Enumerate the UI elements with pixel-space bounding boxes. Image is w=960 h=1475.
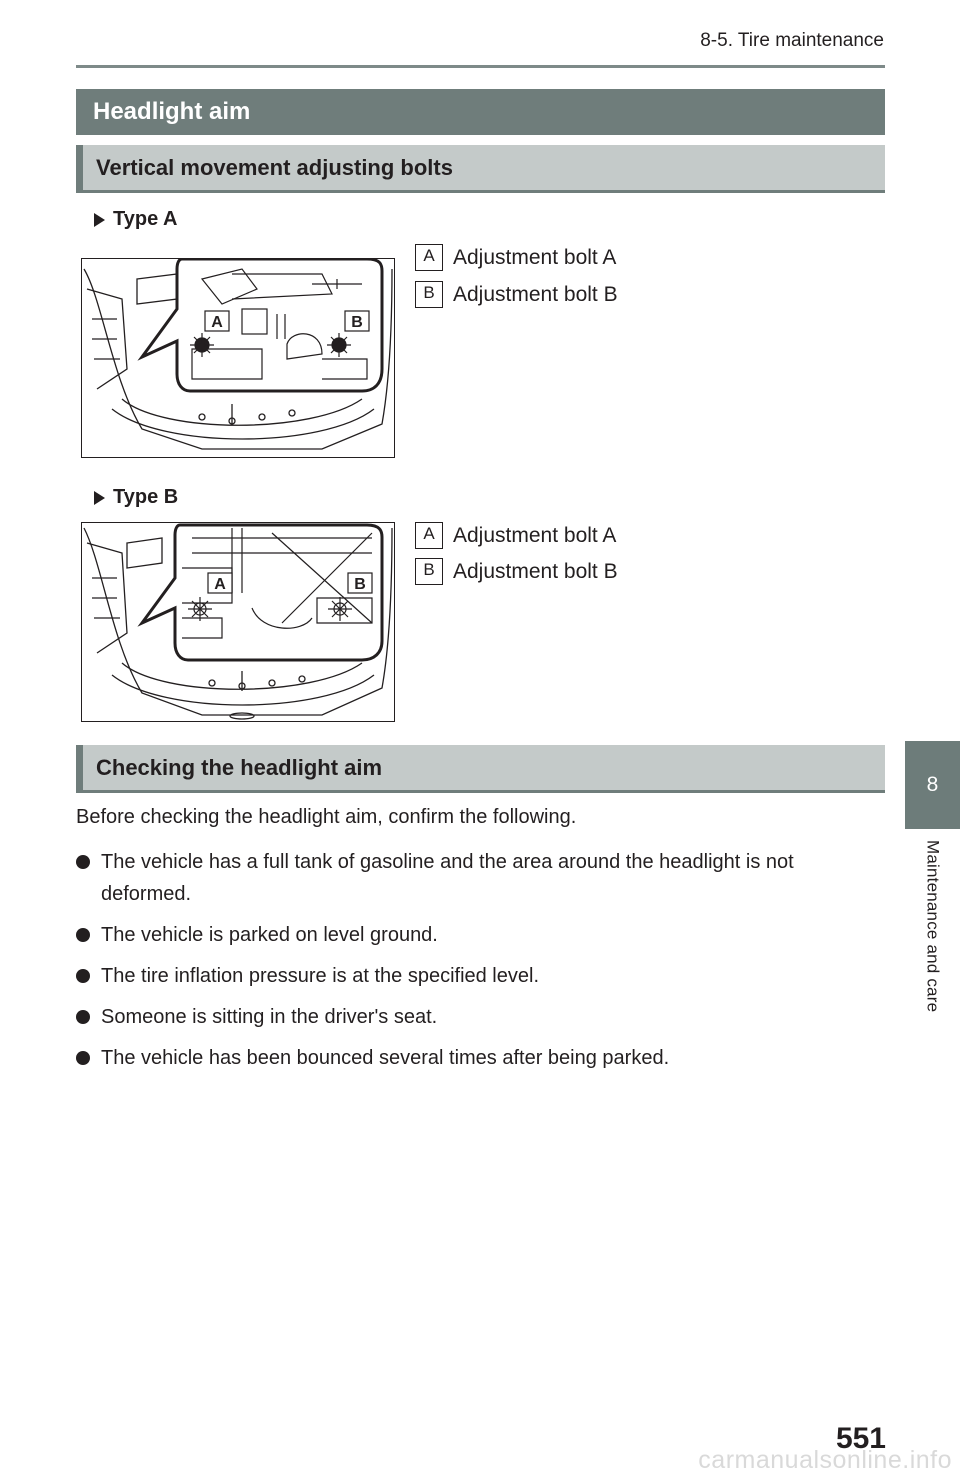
figure-b-label-a: A: [214, 576, 226, 593]
type-b-engine-illustration: [81, 522, 395, 722]
list-item: [76, 1042, 866, 1074]
list-item-text: The vehicle is parked on level ground.: [101, 924, 438, 946]
engine-bay-drawing-a: [82, 259, 394, 457]
engine-bay-drawing-b: [82, 523, 394, 721]
list-item-text: The tire inflation pressure is at the specified level.: [101, 965, 539, 987]
figure-a-label-b: B: [351, 314, 363, 331]
list-item: [76, 846, 866, 910]
figure-a-label-a: A: [211, 314, 223, 331]
triangle-bullet-icon: [94, 213, 105, 227]
type-b-callout-b: [415, 558, 618, 585]
list-item: [76, 919, 866, 951]
callout-text: Adjustment bolt B: [453, 282, 618, 306]
callout-letter-box: B: [415, 281, 443, 308]
checking-list: [76, 846, 866, 1083]
triangle-bullet-icon: [94, 491, 105, 505]
type-a-callout-a: [415, 244, 616, 271]
running-header: 8-5. Tire maintenance: [700, 30, 884, 51]
bullet-dot-icon: [76, 1010, 90, 1024]
type-b-label: Type B: [113, 486, 179, 508]
callout-letter-box: B: [415, 558, 443, 585]
callout-letter-box: A: [415, 244, 443, 271]
watermark: carmanualsonline.info: [698, 1446, 952, 1474]
callout-text: Adjustment bolt A: [453, 523, 617, 547]
bullet-dot-icon: [76, 928, 90, 942]
list-item-text: The vehicle has been bounced several times after being parked.: [101, 1047, 670, 1069]
section-heading-headlight-aim: Headlight aim: [76, 89, 885, 135]
list-item: [76, 960, 866, 992]
chapter-tab-number: 8: [905, 741, 960, 829]
list-item-text: The vehicle has a full tank of gasoline and the area around the headlight is not deformed.: [101, 851, 794, 905]
page-number: 551: [835, 1422, 886, 1455]
callout-text: Adjustment bolt A: [453, 245, 617, 269]
figure-b-label-b: B: [354, 576, 366, 593]
bullet-dot-icon: [76, 969, 90, 983]
chapter-tab-label: Maintenance and care: [923, 840, 943, 1013]
list-item: [76, 1001, 866, 1033]
bullet-dot-icon: [76, 855, 90, 869]
subsection-heading-checking: Checking the headlight aim: [76, 745, 885, 793]
checking-intro: Before checking the headlight aim, confirm the following.: [76, 806, 577, 828]
header-divider: [76, 65, 885, 68]
type-b-heading: [94, 486, 178, 509]
list-item-text: Someone is sitting in the driver's seat.: [101, 1006, 438, 1028]
type-a-callout-b: [415, 281, 618, 308]
type-a-heading: [94, 208, 177, 231]
callout-letter-box: A: [415, 522, 443, 549]
callout-text: Adjustment bolt B: [453, 559, 618, 583]
type-b-callout-a: [415, 522, 616, 549]
subsection-heading-vertical-bolts: Vertical movement adjusting bolts: [76, 145, 885, 193]
type-a-label: Type A: [113, 208, 178, 230]
type-a-engine-illustration: [81, 258, 395, 458]
bullet-dot-icon: [76, 1051, 90, 1065]
chapter-tab-label-container: [905, 840, 960, 1040]
